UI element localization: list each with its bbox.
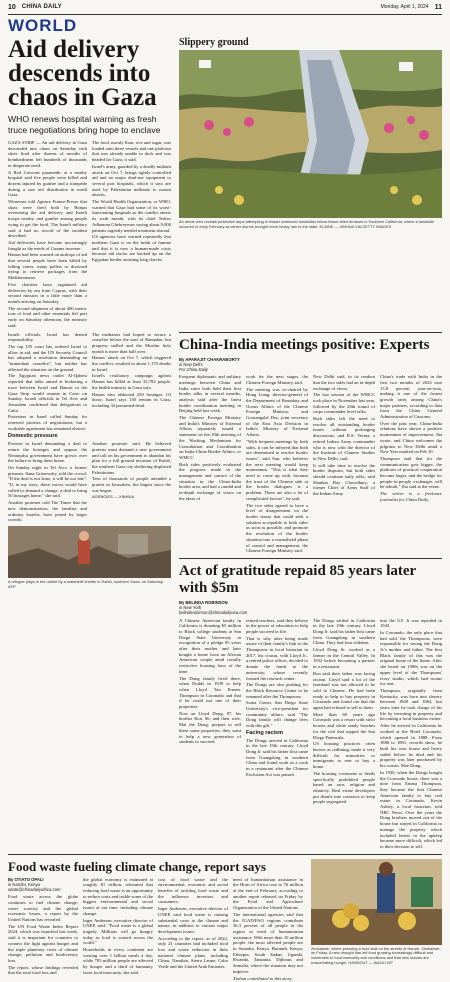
masthead-bar xyxy=(8,0,442,15)
china-india-para: New Delhi said, in its readout that the two sides had an in-depth exchange of views. xyxy=(313,374,375,391)
food-waste-para: Households in every continent are wasting over 1 billion meals a day, while 783 million people are affected by hunger and a third of humanity faces food insecurity, she said. xyxy=(83,947,153,975)
food-waste-para: the global economy is estimated at roughly $1 trillion, reiterated that reducing food waste is an opportunity to reduce costs and tackle some of the biggest environmental and social issues of our time, including climate change. xyxy=(83,876,153,916)
china-india-para: The writer is a freelance journalist for China Daily. xyxy=(380,491,442,502)
page-number: 10 xyxy=(8,3,16,11)
author-location: in New York xyxy=(179,605,202,611)
gaza-domestic-pressure xyxy=(8,434,171,524)
gratitude-para: More than 60 years ago Coronado was a resort with strict houses and white sandy beaches for the rich that topped the San Diego Peninsula. xyxy=(313,711,375,740)
gaza-para: Hamas also abducted 250 hostages. Of those, Israel says 130 remain in Gaza, including 34 presumed dead. xyxy=(92,391,171,408)
gaza-para: The Egyptian news outlet Al-Qahera reported that talks aimed at brokering a truce between Israel and Hamas in the Gaza Strip would resume in Cairo on Sunday. Israeli officials in Tel Aviv and Jerusalem confirmed that delegations to Cairo. xyxy=(8,373,87,413)
gratitude-para: Sonia Green, San Diego State University's vice-president for community affairs, said "The Dong family will change lives with this gift." xyxy=(246,700,308,729)
china-india-para: China's trade with India in the first two months of 2024 rose 13.8 percent year-on-year, making it one of the fastest growth rates among China's major partners, according to data from the China General Administration of Customs. xyxy=(380,374,442,420)
gaza-para: A Red Crescent paramedic at a nearby hospital said five people were killed and dozens injured by gunfire and a stampede during a rare aid distribution in north Gaza. xyxy=(8,169,87,198)
gaza-para: Witnesses told Agence France-Presse that shots were fired both by Hamas overseeing the aid delivery and Israeli troops nearby, and gunfire among people vying to get the food. The Israeli military said it had no record of the incident described. xyxy=(8,199,87,239)
food-waste-para: According to the report, as of 2022, only 21 countries had included food loss and waste reduction in their national climate plans, including China, Namibia, Sierra Leone, Cabo Verde and the United Arab Emirates. xyxy=(158,935,228,970)
china-india-para: The Chinese Foreign Ministry and India's Ministry of External Affairs separately issued a statement on the 29th meeting of the Working Mechanism for Consultation and Coordination on India-China Border Affairs, or WMCC. xyxy=(179,415,241,460)
gaza-para: The second shipment of about 400 metric tons of food and other essentials left port early on Saturday afternoon, the ministry said. xyxy=(8,305,87,328)
gaza-para: Tens of thousands of people attended a protest in Jerusalem, the largest since the war began. xyxy=(92,476,171,493)
gratitude-byline xyxy=(179,600,442,616)
gaza-para: Protesters in Israel called Sunday for renewed protests of negotiations, but a workable agreement has remained elusive. xyxy=(8,414,87,431)
food-waste-para: need of humanitarian assistance in the Horn of Africa rose to 76 million at the end of February, according to another report released on Friday by the Food and Agriculture Organization of the United Nations. xyxy=(233,876,303,911)
market-photo-caption: Zimbabwe, where pressing a food stall on the streets of Harare, Zimbabwe, on Friday. A new drought has left food growing increasingly difficult and vulnerable to food insecurity and conditions and that new locusts are exacerbating hunger. HANDOUT — WAGLI WT xyxy=(311,945,441,966)
gaza-para: Hamas' attack on Oct 7, which triggered the conflict, resulted in about 1,170 deaths in Israel. xyxy=(92,355,171,372)
food-waste-headline: Food waste fueling climate change, report says xyxy=(8,858,266,874)
gaza-para: Israeli officials, Israel has denied responsibility. xyxy=(8,331,87,343)
gaza-para: Israel's retaliatory campaign against Hamas has killed at least 32,782 people, the health ministry in Gaza says. xyxy=(92,373,171,390)
gaza-para: The World Health Organization, or WHO, warned that Gaza had some of its worst-functioning hospitals as the conflict enters its sixth month, with its chief Tedros Adhanom Ghebreyesus saying about 9,000 patients urgently needed treatment abroad. xyxy=(92,199,171,233)
gaza-body-col3 xyxy=(8,332,87,433)
china-india-para: Both sides positively evaluated the progress made in the management and control of the situation in the China-India border area, and had a candid and in-depth exchange of views on the ideas of xyxy=(179,461,241,501)
gratitude-para: In 1930, when the Dongs bought the Coronado house, there was a note from Emma Thompson, they became the first Chinese American family to buy real estate in Coronado, Kevin Ashley, a local historian, told NBC News. Over the years the Dong brothers moved out of the house but stayed in California to manage the property which included letters in the upkeep became more difficult, which led to their decision to sell. xyxy=(380,769,442,849)
china-india-para: Both sides felt the need to resolve all outstanding border issues without prolonging discussions, and R.S. Verma, a retired Indian Army commander who is now with the director of the Institute of Chinese Studies in New Delhi, said. xyxy=(313,416,375,461)
food-waste-para: The report, whose findings revealed that the total food loss and xyxy=(8,964,78,976)
food-waste-para: Inger Andersen, executive director of UNEP, said food waste is causing substantial costs to the climate and nature, in addition to various major development issues. xyxy=(158,906,228,934)
gaza-headline: Aid delivery descends into chaos in Gaza xyxy=(8,36,157,111)
gaza-body-col4 xyxy=(92,332,171,433)
gaza-body-col2 xyxy=(92,140,171,330)
gratitude-para: Lloyd Dong Sr. worked as a farmer in the Central Valley. In 1932 before becoming a partner in a restaurant. xyxy=(313,647,375,670)
china-india-para: Frequent diplomatic and military meetings between China and India since both held their first border talks in several months, analysts said after the latest border coordination meeting in Beijing held last week. xyxy=(179,374,241,414)
gratitude-para: A Chinese American family in California is donating $5 million to Black college students at San Diego State University in recognition of a pledge 85 years after their mother and later bought a home from an African American couple amid racially restrictive housing laws of the time. xyxy=(179,617,241,674)
gratitude-para: Ron said their father was facing racism. Lloyd said a lot of the farmland was not allowed to be sold to Chinese. He had been ready to help to buy property in Coronado and found out that the agent had refused to sell to them. xyxy=(313,670,375,711)
rubble-photo-image xyxy=(8,526,171,578)
author-email: belindarobinson@chinadailyusa.com xyxy=(179,610,248,616)
food-waste-body xyxy=(8,877,303,982)
gaza-para: The top UN court has ordered Israel to allow in aid, and the UN Security Council has adopted a resolution demanding an "immediate ceasefire", but neither has affected the situation on the ground. xyxy=(8,343,87,372)
gratitude-para: Now an Lloyd Dong, 87, his brother Ron, 86, and their wife, Mai the Dong, prepare to sell these same properties, they want to help a new generation of students to succeed. xyxy=(179,710,241,745)
gratitude-para: The Dongs settled in California in the late 19th century. Lloyd Dong Jr. said his father first came from Guangdong in southern China. They had four children. xyxy=(313,617,375,646)
gaza-subhead: Domestic pressure xyxy=(8,433,58,440)
food-waste-byline xyxy=(8,877,78,893)
china-india-byline xyxy=(179,357,442,373)
china-india-para: The meeting was co-chaired by Hong Liang, director-general of the Department of Boundary and Ocean Affairs of the Chinese Foreign Ministry, and Gourangalal Das, joint secretary of the East Asia Division in India's Ministry of External Affairs. xyxy=(246,386,308,438)
food-waste-para: cost of food waste and the environmental, economic and social benefits of tackling food waste and the influence investors and consumers. xyxy=(158,876,228,905)
china-india-body xyxy=(179,374,442,555)
gaza-body-col1 xyxy=(8,140,87,330)
slippery-ground-feature xyxy=(179,35,442,330)
china-india-para: It will take time to resolve the border disputes, but both sides should continue early talks, said Shankar Ray Chowdhury, a former Chief of Army Staff of the Indian Army. xyxy=(313,462,375,497)
gratitude-headline: Act of gratitude repaid 85 years later with $5m xyxy=(179,562,416,596)
author-location: in Nairobi, Kenya xyxy=(8,881,40,887)
gaza-para: Protests in Israel demanding a deal to return the hostages and oppose the Netanyahu government have grown over the failure to bring them home. xyxy=(8,441,87,464)
issue-date: Monday, April 1, 2024 xyxy=(380,4,429,10)
author-name: By APARAJIT CHAKRABORTY xyxy=(179,356,240,362)
food-waste-article xyxy=(8,855,303,982)
top-area xyxy=(8,35,442,330)
china-india-para: Over the past year, China-India relations have shown a positive momentum of improvement, Jha wrote, and China welcomes the pilgrims to New Delhi amid a New Year marked on Feb 10. xyxy=(380,420,442,455)
china-india-para: The last session of the WMCC took place in November last year, followed by the 20th round of corps commander level talks. xyxy=(313,392,375,415)
photo-headline: Slippery ground xyxy=(179,37,249,48)
middle-area xyxy=(8,332,442,851)
china-india-headline: China-India meetings positive: Experts xyxy=(179,336,430,353)
food-waste-para: The international agencies said that the IGAD/FAO regions contribute 36.3 percent of all people in the region in need of humanitarian assistance. With more than 10 million people, the most affected people are in Somalia, Kenya, Burundi, Kenya, Ethiopia, South Sudan, Uganda, Rwanda, Tanzania, Djibouti and Somalia, where the situation may not improve. xyxy=(233,911,303,974)
food-waste-para: Xinhua contributed to this story. xyxy=(233,975,293,981)
food-waste-photo-block xyxy=(311,855,442,982)
gratitude-para: US housing practices often known as redlining, made it very difficult for minorities or immigrants to rent or buy a home. xyxy=(313,741,375,770)
gratitude-para: into the US. It was repealed in 1943. xyxy=(380,617,442,629)
gaza-body-continued xyxy=(8,332,171,433)
gaza-article xyxy=(8,35,171,330)
gaza-para: Aid deliveries have become increasingly fraught as the needs of Gazans increase. xyxy=(8,239,87,251)
photo-caption: An aerial view reveals protective tarps attempting to thwart continued landslides below flower-filled terraces in Southern California, where a landslide occurred in early February as winter storms brought more heavy rain to the state. ELAINE — XINHUA VIA GETTY IMAGES xyxy=(179,219,435,229)
gaza-credit: AGENCIES — XINHUA xyxy=(92,494,135,500)
bottom-area xyxy=(8,855,442,982)
section-title: WORLD xyxy=(8,16,78,35)
gratitude-para: After he arrived in California he worked at the Hotel Coronado, which opened in 1888. From 1888 to 1891, records show, he built his own house and livery stable before he died and his property was later purchased by his cousin, Mae Dong. xyxy=(380,723,442,769)
china-india-para: Thompson said that for the communication gets bigger, the platform of practical cooperation become larger, and the bridge for people-to-people exchanges will be rebuilt," Jha said at the event. xyxy=(380,455,442,490)
gaza-para: Hamas had been warned on airdrops of aid that several people have been killed by falling crates, many pallets or drowned trying to retrieve packages from the Mediterranean. xyxy=(8,252,87,281)
publication-name: CHINA DAILY xyxy=(21,4,62,10)
china-india-para: "With frequent meetings by both sides, it can be inferred that both are determined to resolve border issues", said Sun, who believes the next meeting would keep momentum. "This is what they need to come up with, because the trust of the Chinese side at the border dialogues is a problem. There are also a lot of complicated factors", he said. xyxy=(246,438,308,501)
china-india-para: work for the next stages, the Chinese Foreign Ministry said. xyxy=(246,374,308,385)
gaza-para: The food, mostly flour, rice and sugar, was loaded onto three vessels and one platform that was already unable to dock and was headed for Gaza, it said. xyxy=(92,140,171,163)
food-stall-photo-image xyxy=(311,859,442,945)
gratitude-para: The housing covenants or deeds specifically prohibited people based on race, religion and ethnicity. Real estate developers put details into contracts to keep people segregated. xyxy=(313,770,375,805)
gratitude-para: In Coronado, the only place that had sold, the Thompsons, were responsible for saving the Dong Jr.'s mother and father. The first Black family of this was the original home of the home. After she heard on 1900s was on the upper level of the Thompsons' ivory studio, which had rooms for rent. xyxy=(380,629,442,687)
gaza-para: Another protester told The Times that the new demonstrations, the families and ordinary Israelis, have joined by larger crowds. xyxy=(8,500,87,523)
gaza-para: GAZA STRIP — An aid delivery in Gaza descended into chaos on Saturday with shots fired after dozens of months of bombardment left hundreds of thousands in desperate need. xyxy=(8,140,87,168)
right-page-number: 11 xyxy=(434,3,442,11)
gaza-dek: WHO renews hospital warning as fresh truce negotiations bring hope to enclave xyxy=(8,114,161,135)
gaza-para: Another protester said. He believed protests must demand a new government and call on his government to abandon his plan for a full ground invasion of Rafah, the southern Gaza city sheltering displaced Palestinians. xyxy=(92,441,171,475)
gratitude-subhead: Facing racism xyxy=(246,729,283,736)
gratitude-para: The Dongs arrived in California in the late 19th century. Lloyd Dong Jr. said his father first came from Guangdong in southern China and found work as a cook in a restaurant after the Chinese Exclusion Act was passed. xyxy=(246,737,308,777)
gratitude-para: Thompson, originally from Kentucky, was born into slavery between 1849 and 1862, but years later he took charge of his life by investing in property and becoming a local business owner. xyxy=(380,687,442,722)
landslide-photo xyxy=(179,50,442,218)
gratitude-para: retired teachers, said they believe in the power of education to help people succeed in life. xyxy=(246,617,308,634)
gaza-para: On Sunday night in Tel Aviv, a former prisoner, Ilana Gritzewsky, told the crowd: "If the deal is not done, it will be too late". "If, in my story, these voices would have called to demand a change, a deal to bring 50 hostages home," she said. xyxy=(8,464,87,499)
food-waste-para: Food waste across the globe continues to fuel climate change, water scarcity and the global economic losses, a report by the United Nations has revealed. xyxy=(8,894,78,923)
china-india-article xyxy=(179,332,442,851)
gratitude-para: The Dong family lived there, when Dodds in 1939 to help when Lloyd Tan Ermen. Thompson in Coronado and that if he could not one of their properties. xyxy=(179,675,241,710)
gratitude-body xyxy=(179,618,442,851)
gaza-para: Five charities have organized aid deliveries by sea from Cyprus, with their second mission in a little more than a month arriving on Saturday. xyxy=(8,281,87,304)
gaza-article-continued xyxy=(8,332,171,851)
gaza-para: US agencies have warned repeatedly that northern Gaza is on the brink of famine and that it is now a human-made crisis because aid trucks are backed up on the Egyptian border awaiting long checks. xyxy=(92,234,171,263)
author-name: By OTIATO OPALI xyxy=(8,876,44,882)
gaza-para: Israel's army, guarded by a deadly militant attack on Oct 7, brings tightly controlled aid and no major dual-use equipment to several port hospitals, which it says are used by Palestinian militants to mount attacks. xyxy=(92,163,171,198)
gaza-para: The mediators had hoped to secure a ceasefire before the start of Ramadan, but progress stalled and the Muslim holy month is more than half over. xyxy=(92,331,171,354)
gratitude-para: That is why after being made aware of their family's link to the Thompsons in local historian in 2017, his cousin, with Lloyd Jr., a retired police officer, decided to donate the funds to the university, whose recently formed the research center. xyxy=(246,635,308,681)
landslide-aerial-image xyxy=(179,50,442,218)
food-waste-para: The UN Food Waste Index Report 2024, which was launched last week, said it is important for countries to connect the fight against hunger and the triple planetary crisis of climate change, pollution and biodiversity loss. xyxy=(8,923,78,963)
author-email: otiato@chinadailyafrica.com xyxy=(8,887,61,893)
china-india-para: The two sides agreed to have a level of disagreement on the border issues that could seek a solution acceptable to both sides as soon as possible, and promote the resolution of the border situation into a normalized phase of control and management, the Chinese Foreign Ministry said. xyxy=(246,502,308,554)
food-waste-para: Inger Andersen, executive director of UNEP, said: "Food waste is a global tragedy. Millions will go hungry today as food is wasted across the world." xyxy=(83,917,153,946)
market-photo xyxy=(311,859,442,945)
author-affiliation: For China Daily xyxy=(179,366,208,372)
gaza-photo xyxy=(8,526,171,578)
gratitude-para: The Dongs are also pushing for the Black Resource Center to be renamed after the Thompsons. xyxy=(246,682,308,699)
gaza-photo-caption: A refugee plays in the rubble by a makeshift shelter in Rafah, southern Gaza, on Saturday. AFP xyxy=(8,579,164,589)
gaza-body xyxy=(8,140,171,330)
author-location: in New Delhi xyxy=(179,361,203,367)
author-name: By BELINDA ROBINSON xyxy=(179,599,228,605)
